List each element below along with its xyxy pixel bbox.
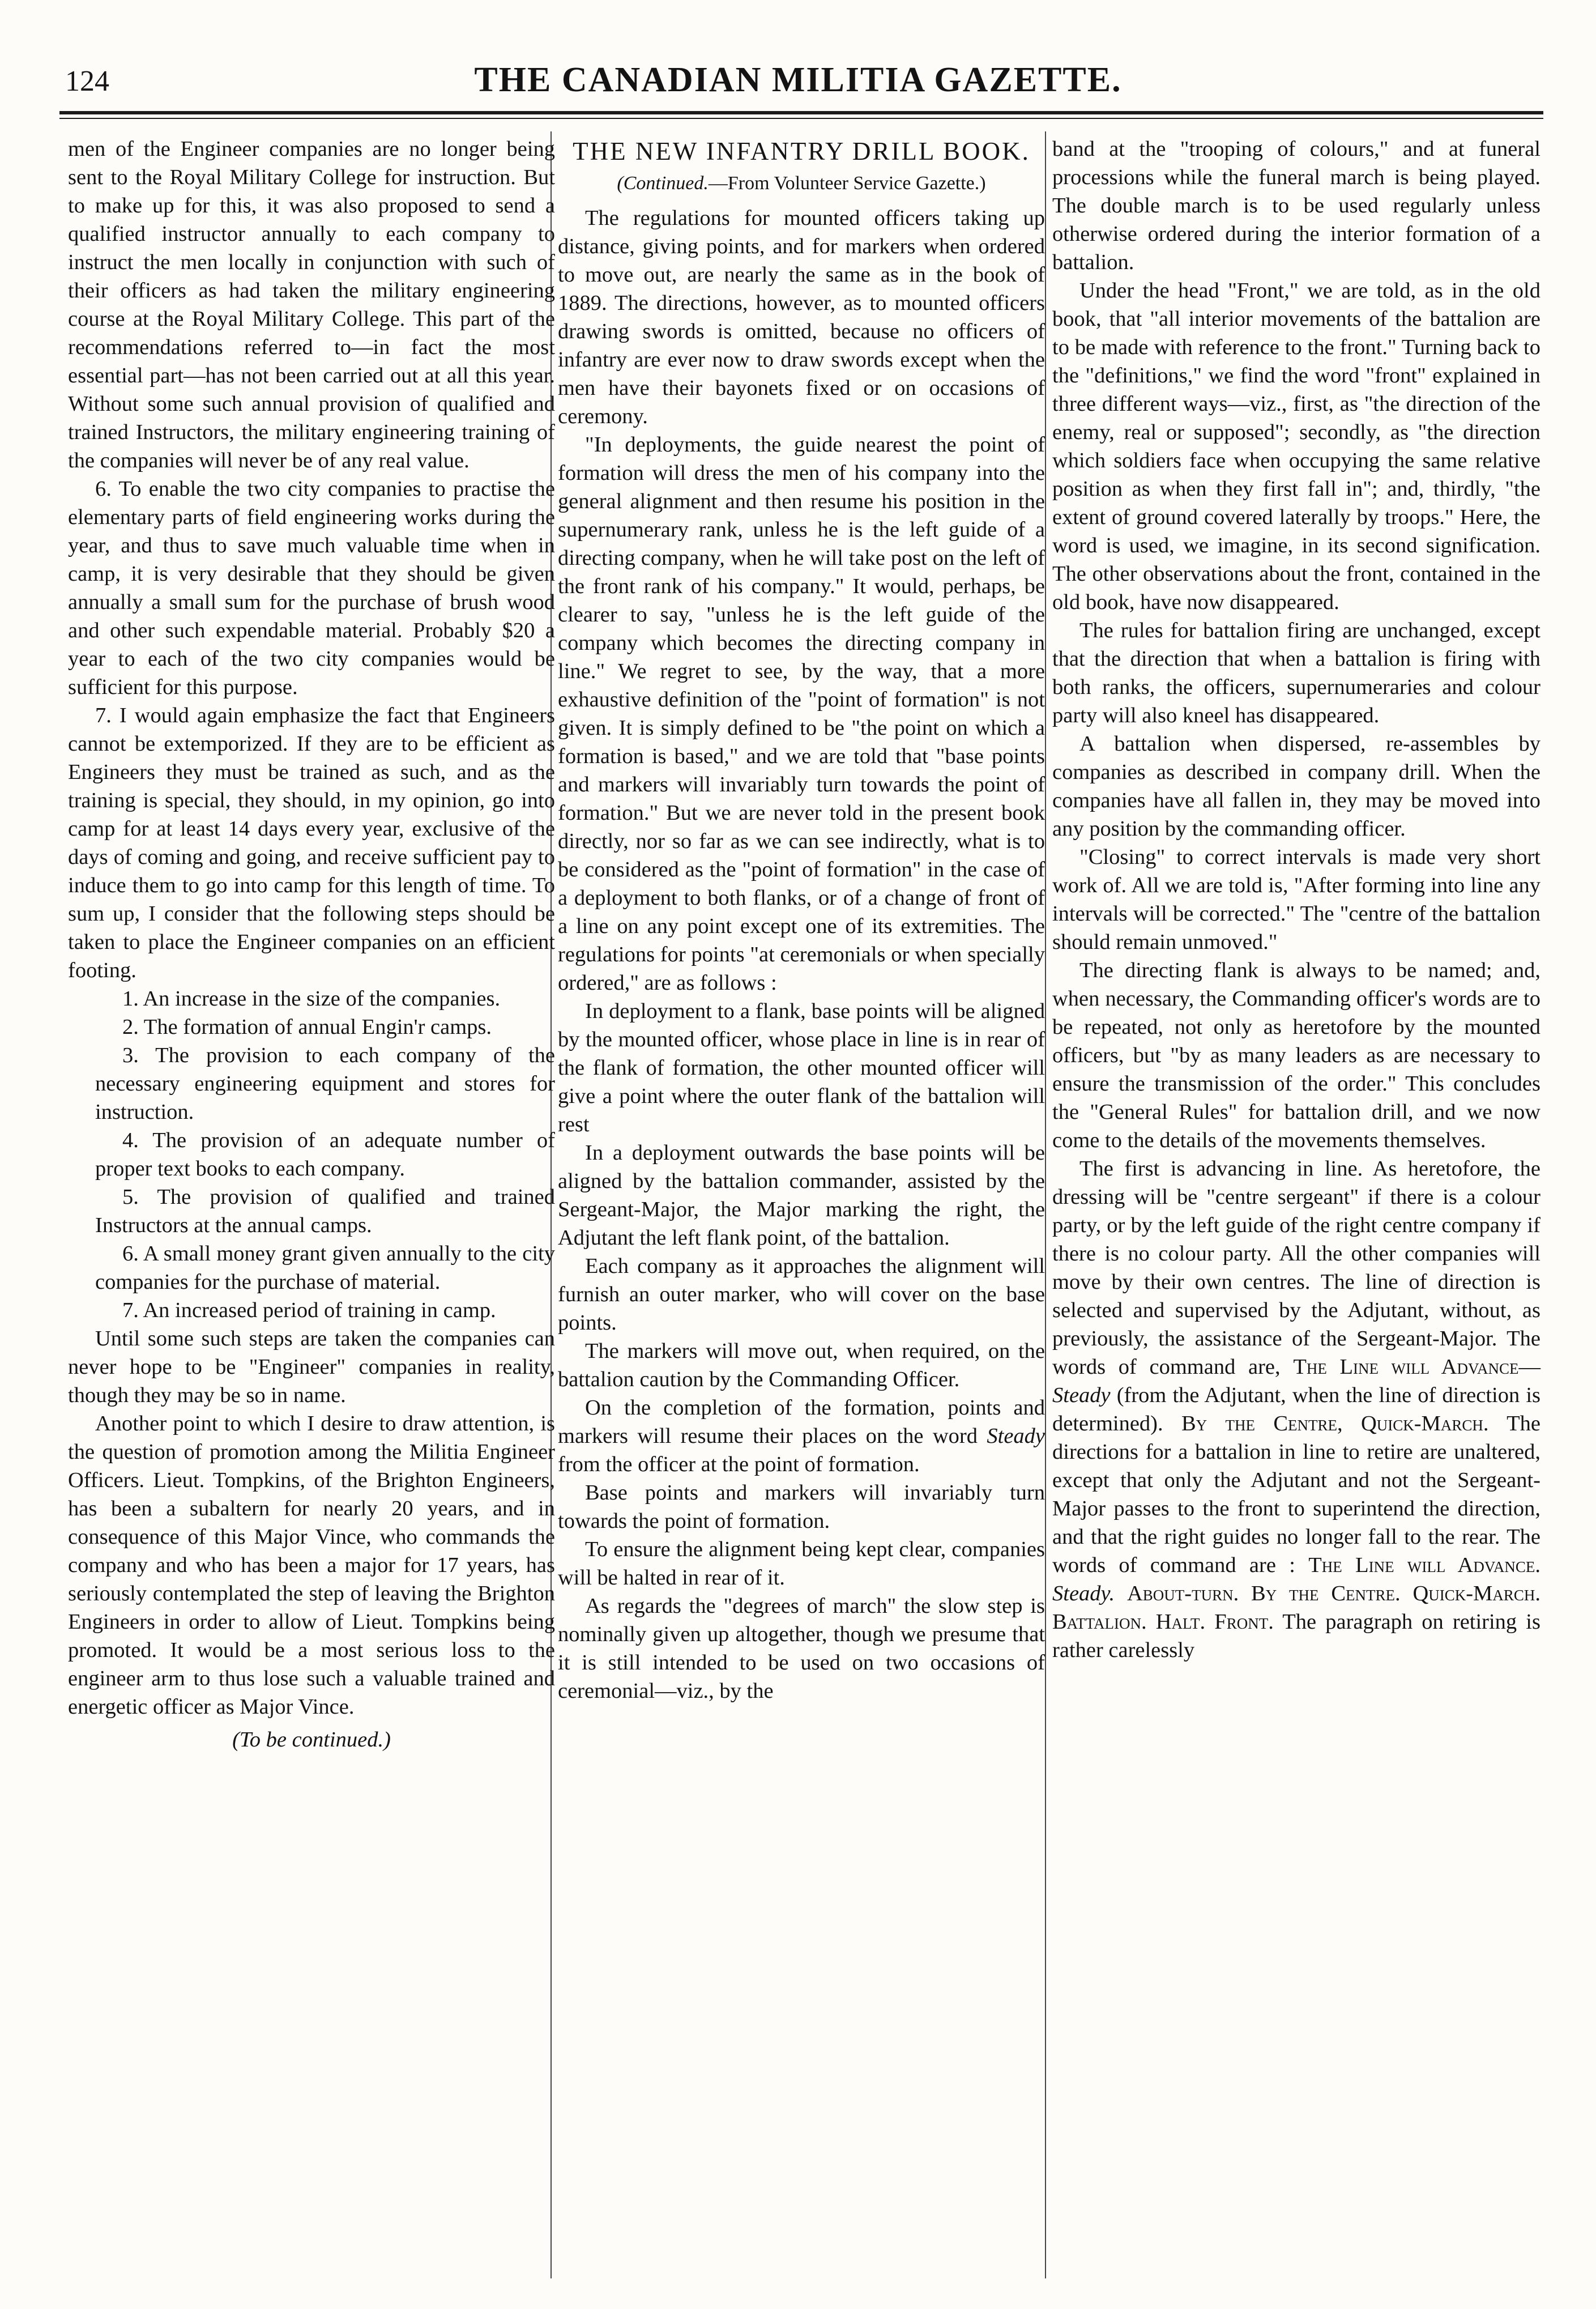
paragraph: A battalion when dispersed, re-assembles by companies as described in company drill. When the companies have all fallen in, they may be moved into any position by the commanding officer.: [1052, 732, 1540, 841]
to-be-continued: (To be continued.): [232, 1728, 391, 1752]
command-word: Steady.: [1052, 1582, 1115, 1605]
masthead-title: THE CANADIAN MILITIA GAZETTE.: [474, 61, 1122, 99]
text-run: (from the Adjutant, when the line of direction is determined).: [1052, 1383, 1540, 1435]
paragraph: As regards the "degrees of march" the slow step is nominally given up altogether, though we presume that it is still intended to be used on two occasions of ceremonial—viz., by the: [558, 1594, 1045, 1703]
paragraph: The directing flank is always to be named; and, when necessary, the Commanding officer's words are to be repeated, not only as heretofore by the mounted officers, but "by as many leaders as are necessary to ensure the transmission of the order." This concludes the "General Rules" for battalion drill, and we now come to the details of the movements themselves.: [1052, 958, 1540, 1152]
article-source: [558, 170, 1045, 197]
text-run: The first is advancing in line. As heretofore, the dressing will be "centre sergeant" if there is a colour party, or by the left guide of the right centre company if there is no colour party. All the other companies will move by their own centres. The line of direction is selected and supervised by the Adjutant, without, as previously, the assistance of the Sergeant-Major. The words of command are,: [1052, 1157, 1540, 1379]
paragraph: Base points and markers will invariably turn towards the point of formation.: [558, 1481, 1045, 1533]
source-name: —From Volunteer Service Gazette.): [708, 173, 986, 194]
column-3: [1052, 135, 1540, 1664]
list-item: 1. An increase in the size of the companies.: [122, 987, 501, 1011]
text-run: The directions for a battalion in line to retire are unaltered, except that only the Adjutant and not the Sergeant-Major passes to the front to superintend the direction, and that the right guides no longer fall to the rear. The words of command are :: [1052, 1412, 1540, 1577]
paragraph: 6. To enable the two city companies to practise the elementary parts of field engineering works during the year, and thus to save much valuable time when in camp, it is very desirable that they should be given annually a small sum for the purchase of brush wood and other such expendable material. Probably $20 a year to each of the two city companies would be sufficient for this purpose.: [68, 477, 555, 699]
text-run: —: [1518, 1355, 1540, 1379]
paragraph: The regulations for mounted officers taking up distance, giving points, and for markers when ordered to move out, are nearly the same as in the book of 1889. The directions, however, as to mounted officers drawing swords is omitted, because no officers of infantry are ever now to draw swords except when the men have their bayonets fixed or on occasions of ceremony.: [558, 206, 1045, 428]
text-run: The paragraph on retiring is rather carelessly: [1052, 1610, 1540, 1662]
text-run: from the officer at the point of formation.: [558, 1452, 920, 1476]
paragraph: [1052, 1154, 1540, 1664]
paragraph: To ensure the alignment being kept clear, companies will be halted in rear of it.: [558, 1537, 1045, 1590]
paragraph: Each company as it approaches the alignment will furnish an outer marker, who will cover on the base points.: [558, 1254, 1045, 1335]
command-word: Steady: [987, 1424, 1045, 1448]
column-rule-2: [1045, 131, 1046, 2278]
page-number: 124: [65, 65, 109, 97]
text-run: On the completion of the formation, points and markers will resume their places on the word: [558, 1396, 1045, 1448]
column-2: [558, 135, 1045, 1705]
paragraph: "Closing" to correct intervals is made very short work of. All we are told is, "After forming into line any intervals will be corrected." The "centre of the battalion should remain unmoved.": [1052, 845, 1540, 954]
paragraph: The markers will move out, when required, on the battalion caution by the Commanding Officer.: [558, 1339, 1045, 1391]
list-item: 5. The provision of qualified and trained Instructors at the annual camps.: [95, 1185, 555, 1237]
header-rule-thick: [59, 111, 1543, 114]
command-word: By the Centre, Quick-March.: [1181, 1412, 1489, 1435]
paragraph: men of the Engineer companies are no longer being sent to the Royal Military College for instruction. But to make up for this, it was also proposed to send a qualified instructor annually to each company to instruct the men locally in conjunction with such of their officers as had taken the military engineering course at the Royal Military College. This part of the recommendations referred to—in fact the most essential part—has not been carried out at all this year. Without some such annual provision of qualified and trained Instructors, the military engineering training of the companies will never be of any real value.: [68, 137, 555, 472]
paragraph: 7. I would again emphasize the fact that Engineers cannot be extemporized. If they are to be efficient as Engineers they must be trained as such, and as the training is special, they should, in my opinion, go into camp for at least 14 days every year, exclusive of the days of coming and going, and receive sufficient pay to induce them to go into camp for this length of time. To sum up, I consider that the following steps should be taken to place the Engineer companies on an efficient footing.: [68, 704, 555, 982]
paragraph: In deployment to a flank, base points will be aligned by the mounted officer, whose place in line is in rear of the flank of formation, the other mounted officer will give a point where the outer flank of the battalion will rest: [558, 999, 1045, 1136]
text-run: [1115, 1582, 1127, 1605]
list-item: 6. A small money grant given annually to the city companies for the purchase of material.: [95, 1242, 555, 1294]
source-continued: (Continued.: [617, 173, 709, 194]
command-word: Steady: [1052, 1383, 1111, 1407]
recommendations-list: [68, 985, 555, 1324]
paragraph: [558, 1394, 1045, 1479]
header-rule-thin: [59, 118, 1543, 119]
paragraph: Another point to which I desire to draw attention, is the question of promotion among the Militia Engineer Officers. Lieut. Tompkins, of the Brighton Engineers, has been a subaltern for nearly 20 years, and in consequence of this Major Vince, who commands the company and who has been a major for 17 years, has seriously contemplated the step of leaving the Brighton Engineers in order to allow of Lieut. Tompkins being promoted. It would be a most serious loss to the engineer arm to thus lose such a valuable trained and energetic officer as Major Vince.: [68, 1412, 555, 1719]
paragraph: In a deployment outwards the base points will be aligned by the battalion commander, assisted by the Sergeant-Major, the Major marking the right, the Adjutant the left flank point, of the battalion.: [558, 1141, 1045, 1250]
column-1: [68, 135, 555, 1754]
list-item: 3. The provision to each company of the necessary engineering equipment and stores for instruction.: [95, 1043, 555, 1124]
list-item: 7. An increased period of training in camp.: [122, 1298, 496, 1322]
paragraph: band at the "trooping of colours," and at funeral processions while the funeral march is being played. The double march is to be used regularly unless otherwise ordered during the interior formation of a battalion.: [1052, 137, 1540, 274]
command-word: About-turn. By the Centre. Quick-March. Battalion. Halt. Front.: [1052, 1582, 1540, 1634]
command-word: The Line will Advance.: [1308, 1553, 1540, 1577]
list-item: 2. The formation of annual Engin'r camps.: [122, 1015, 492, 1039]
paragraph: The rules for battalion firing are unchanged, except that the direction that when a battalion is firing with both ranks, the officers, supernumeraries and colour party will also kneel has disappeared.: [1052, 619, 1540, 727]
paragraph: "In deployments, the guide nearest the point of formation will dress the men of his company into the general alignment and then resume his position in the supernumerary rank, unless he is the left guide of a directing company, when he will take post on the left of the front rank of his company." It would, perhaps, be clearer to say, "unless he is the left guide of the company which becomes the directing company in line." We regret to see, by the way, that a more exhaustive definition of the "point of formation" is not given. It is simply defined to be "the point on which a formation is based," and we are told that "base points and markers will invariably turn towards the point of formation." But we are never told in the present book directly, nor so far as we can see indirectly, what is to be considered as the "point of formation" in the case of a deployment to both flanks, or of a change of front of a line on any point except one of its extremities. The regulations for points "at ceremonials or when specially ordered," are as follows :: [558, 433, 1045, 995]
command-word: The Line will Advance: [1293, 1355, 1519, 1379]
paragraph: Until some such steps are taken the companies can never hope to be "Engineer" companies in reality, though they may be so in name.: [68, 1327, 555, 1407]
paragraph: Under the head "Front," we are told, as in the old book, that "all interior movements of the battalion are to be made with reference to the front." Turning back to the "definitions," we find the word "front" explained in three different ways—viz., first, as "the direction of the enemy, real or supposed"; secondly, as "the direction which soldiers face when occupying the same relative position as when they first fall in"; and, thirdly, "the extent of ground covered laterally by troops." Here, the word is used, we imagine, in its second signification. The other observations about the front, contained in the old book, have now disappeared.: [1052, 279, 1540, 614]
article-title: THE NEW INFANTRY DRILL BOOK.: [573, 137, 1030, 165]
list-item: 4. The provision of an adequate number of proper text books to each company.: [95, 1128, 555, 1181]
